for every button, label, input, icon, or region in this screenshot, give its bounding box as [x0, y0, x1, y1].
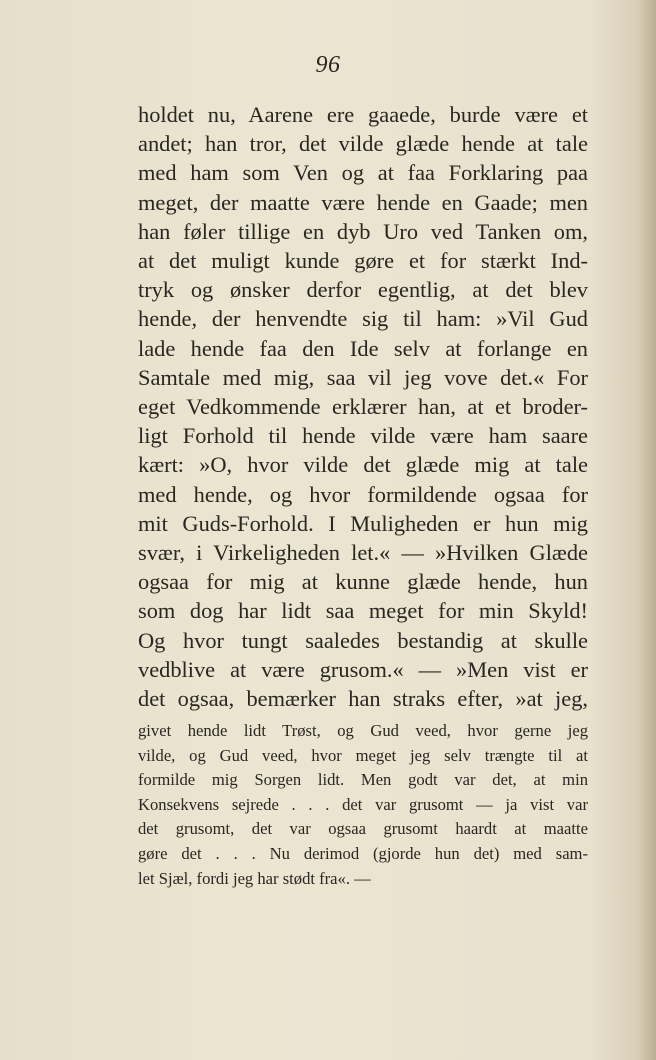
body-line: med hende, og hvor formildende ogsaa for: [138, 481, 588, 507]
page-edge-shadow: [638, 0, 656, 1060]
footnote-line: formilde mig Sorgen lidt. Men godt var det, at min: [138, 770, 588, 790]
body-line: tryk og ønsker derfor egentlig, at det blev: [138, 277, 588, 303]
body-line: han føler tillige en dyb Uro ved Tanken om,: [138, 218, 588, 244]
body-line: vedblive at være grusom.« — »Men vist er: [138, 656, 588, 682]
footnote-line: det grusomt, det var ogsaa grusomt haardt at maatte: [138, 819, 588, 839]
body-line: holdet nu, Aarene ere gaaede, burde være et: [138, 102, 588, 127]
body-text: [138, 100, 588, 713]
body-line: mit Guds-Forhold. I Muligheden er hun mig: [138, 510, 588, 536]
body-line: Og hvor tungt saaledes bestandig at skulle: [138, 627, 588, 653]
body-line: med ham som Ven og at faa Forklaring paa: [138, 160, 588, 186]
body-line: hende, der henvendte sig til ham: »Vil Gud: [138, 306, 588, 332]
footnote-line: vilde, og Gud veed, hvor meget jeg selv trængte til at: [138, 745, 588, 765]
body-line: meget, der maatte være hende en Gaade; men: [138, 189, 588, 215]
body-line: ligt Forhold til hende vilde være ham saare: [138, 423, 588, 449]
page-number: 96: [315, 52, 341, 78]
footnote-line: givet hende lidt Trøst, og Gud veed, hvor gerne jeg: [138, 721, 588, 740]
footnote-text: [138, 719, 588, 891]
body-line: ogsaa for mig at kunne glæde hende, hun: [138, 569, 588, 595]
body-line: det ogsaa, bemærker han straks efter, »at jeg,: [138, 686, 588, 712]
footnote-line: Konsekvens sejrede . . . det var grusomt — ja vist var: [138, 794, 588, 814]
footnote-line: gøre det . . . Nu derimod (gjorde hun det) med sam-: [138, 843, 588, 863]
body-line: eget Vedkommende erklærer han, at et broder-: [138, 394, 588, 420]
footnote-line: let Sjæl, fordi jeg har stødt fra«. —: [138, 868, 371, 888]
body-line: lade hende faa den Ide selv at forlange en: [138, 335, 588, 361]
body-line: andet; han tror, det vilde glæde hende at tale: [138, 131, 588, 157]
body-line: Samtale med mig, saa vil jeg vove det.« For: [138, 364, 588, 390]
body-line: som dog har lidt saa meget for min Skyld!: [138, 598, 588, 624]
body-line: svær, i Virkeligheden let.« — »Hvilken Glæde: [138, 540, 588, 566]
body-line: at det muligt kunde gøre et for stærkt Ind-: [138, 248, 588, 274]
body-line: kært: »O, hvor vilde det glæde mig at tale: [138, 452, 588, 478]
